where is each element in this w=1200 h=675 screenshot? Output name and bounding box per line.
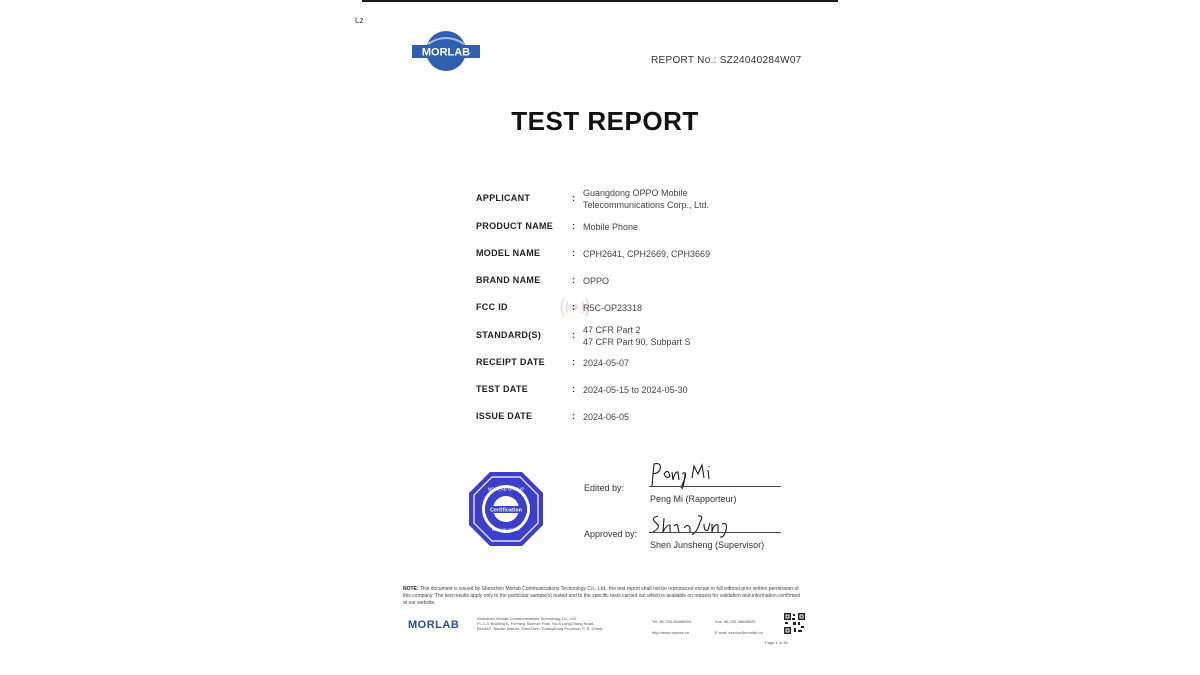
legal-note: NOTE: This document is issued by Shenzhen Morlab Communications Technology Co., Ltd., the test report shall not be reproduced except in full without prior written permission of this company. The test results apply only to the particular sample(s) tested and to the specific tests carried out which is available on request for validation and information confirmed at our website. [403,586,800,606]
morlab-logo [412,28,480,74]
svg-text:MORLAB GROUP: MORLAB GROUP [491,528,521,532]
footer-email: E-mail: service@morlab.cn [715,630,763,635]
svg-text:MORLAB GROUP: MORLAB GROUP [487,486,525,492]
edited-signature-line [649,486,781,487]
field-value: 2024-05-15 to 2024-05-30 [583,385,688,395]
approved-by-label: Approved by: [584,529,638,539]
footer-logo: MORLAB [408,619,460,631]
field-label: PRODUCT NAME [476,221,554,231]
footer-web: http://www.morlab.cn [652,630,690,635]
approved-signature-line [649,532,781,533]
footer-tel: Tel: 86-755-36698555 [652,619,691,624]
page-title: TEST REPORT [511,106,699,136]
field-label: RECEIPT DATE [476,357,545,367]
footer-fax: Fax: 86-755-36698525 [715,619,756,624]
top-border-line [362,0,838,2]
footer-contact-left [652,616,691,638]
field-label: TEST DATE [476,384,529,394]
logo-text: MORLAB [421,46,471,59]
field-label: APPLICANT [476,193,531,203]
field-value: R5C-OP23318 [583,303,643,313]
field-value: CPH2641, CPH2669, CPH3669 [583,249,711,259]
approved-signature [648,510,738,540]
corner-mark: Lz [355,16,364,25]
page-number: Page 1 of 36 [765,640,788,645]
field-value: 2024-05-07 [583,358,630,368]
qr-code-icon [784,613,805,634]
certification-seal-icon [467,470,545,548]
report-number: REPORT No.: SZ24040284W07 [651,55,802,66]
field-value: 47 CFR Part 2 47 CFR Part 90, Subpart S [583,325,691,347]
field-label: MODEL NAME [476,248,541,258]
edited-by-name: Peng Mi (Rapporteur) [650,494,737,504]
field-label: STANDARD(S) [476,330,542,340]
field-label: ISSUE DATE [476,411,533,421]
approved-by-name: Shen Junsheng (Supervisor) [650,540,765,550]
svg-text:Certification: Certification [489,507,523,514]
footer-contact-right [715,616,763,638]
field-label: BRAND NAME [476,275,541,285]
field-value: Mobile Phone [583,222,639,232]
field-label: FCC ID [476,302,508,312]
footer-address: Shenzhen Morlab Communications Technology Co., Ltd. FL.1-3, Building A, FeiYang Science Park, No.8 LongChang Road, Block67, BaoAn District, ShenZhen, GuangDong Province, P. R. China [477,616,603,631]
field-value: Guangdong OPPO Mobile Telecommunications Corp., Ltd. [583,188,710,210]
field-value: OPPO [583,276,610,286]
edited-by-label: Edited by: [584,483,625,493]
field-value: 2024-06-05 [583,412,630,422]
